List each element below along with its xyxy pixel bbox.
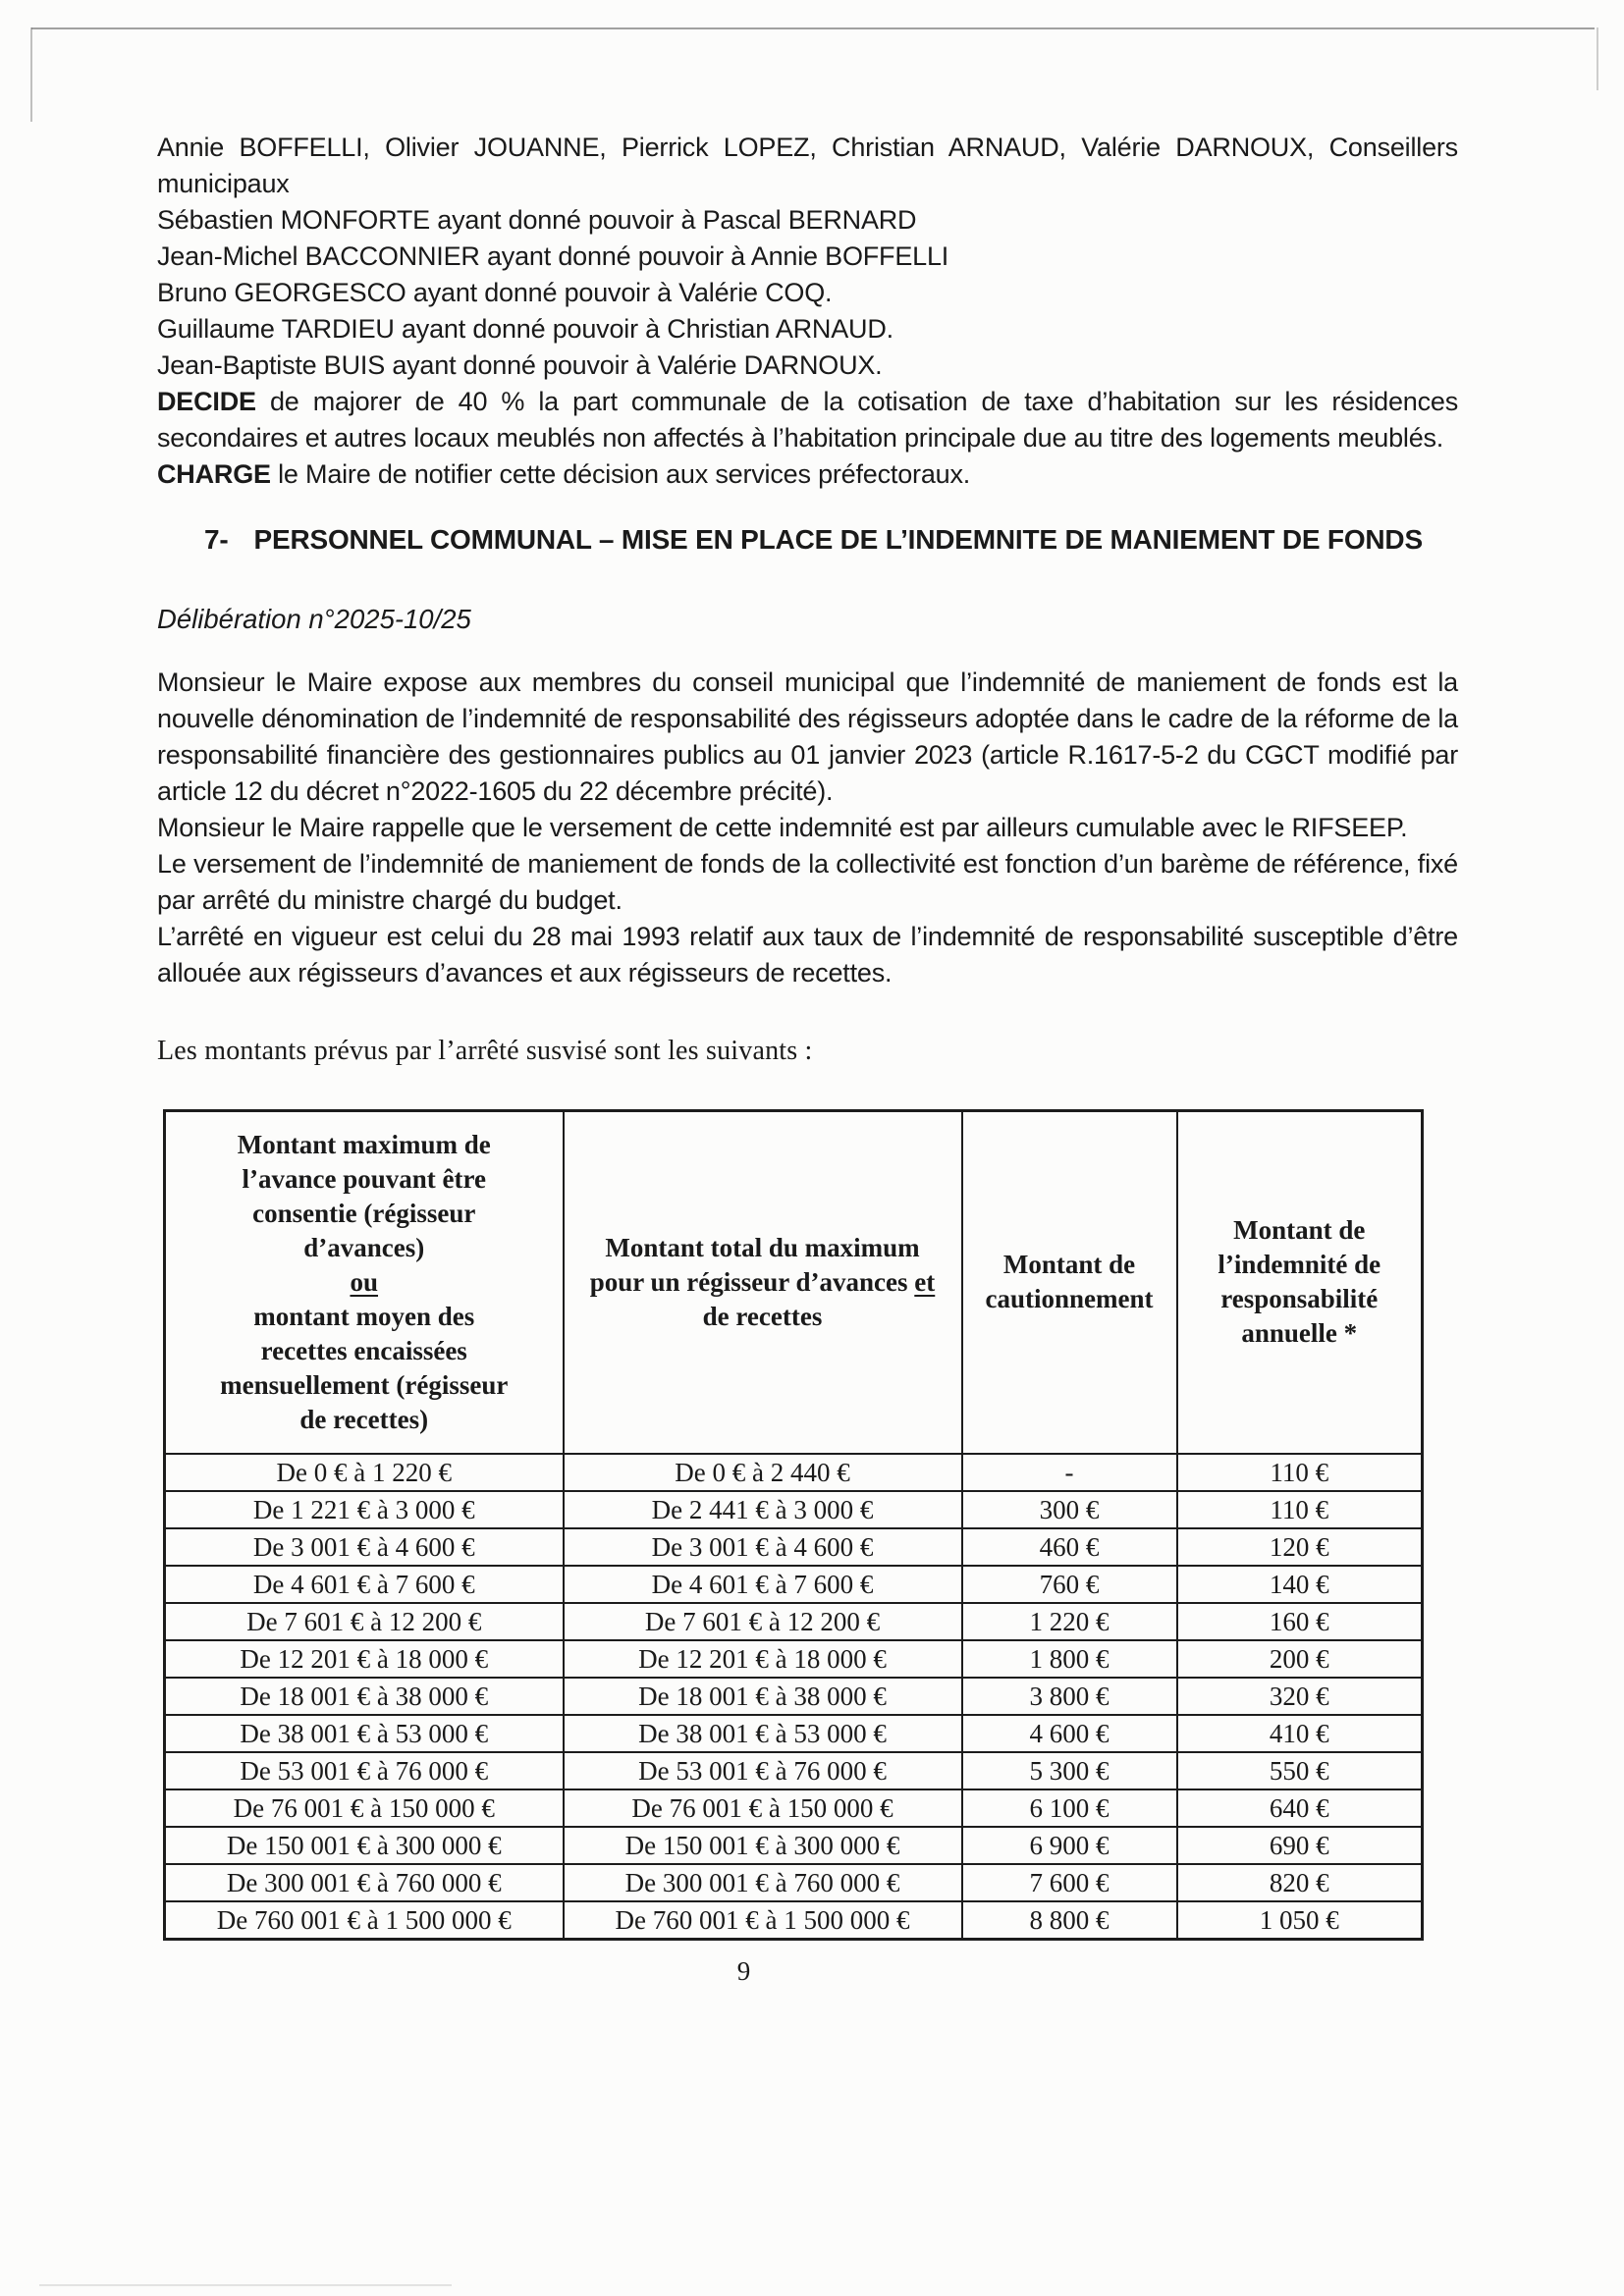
cell-indemnite: 110 €	[1177, 1454, 1423, 1491]
scan-edge-right	[1597, 27, 1598, 90]
cell-cautionnement: 6 100 €	[962, 1789, 1177, 1827]
deliberation-reference: Délibération n°2025-10/25	[157, 604, 471, 634]
header-col1-connector: ou	[350, 1266, 379, 1297]
cell-cautionnement: 1 800 €	[962, 1640, 1177, 1678]
cell-cautionnement: 8 800 €	[962, 1901, 1177, 1940]
table-row	[165, 1752, 1423, 1789]
cell-indemnite: 140 €	[1177, 1566, 1423, 1603]
cell-avance: De 3 001 € à 4 600 €	[165, 1528, 564, 1566]
cell-total: De 12 201 € à 18 000 €	[564, 1640, 962, 1678]
cell-indemnite: 320 €	[1177, 1678, 1423, 1715]
cell-indemnite: 200 €	[1177, 1640, 1423, 1678]
cell-cautionnement: 7 600 €	[962, 1864, 1177, 1901]
bareme-table	[163, 1109, 1424, 1941]
attendance-councillors: Annie BOFFELLI, Olivier JOUANNE, Pierrick LOPEZ, Christian ARNAUD, Valérie DARNOUX, Conseillers municipaux	[157, 133, 1458, 198]
proxy-line: Bruno GEORGESCO ayant donné pouvoir à Valérie COQ.	[157, 278, 833, 307]
table-row	[165, 1566, 1423, 1603]
cell-avance: De 53 001 € à 76 000 €	[165, 1752, 564, 1789]
header-col-cautionnement: Montant de cautionnement	[962, 1110, 1177, 1454]
table-row	[165, 1789, 1423, 1827]
cell-avance: De 12 201 € à 18 000 €	[165, 1640, 564, 1678]
proxy-line: Jean-Baptiste BUIS ayant donné pouvoir à Valérie DARNOUX.	[157, 350, 883, 380]
decision-decide	[157, 384, 1458, 456]
table-row	[165, 1827, 1423, 1864]
cell-total: De 3 001 € à 4 600 €	[564, 1528, 962, 1566]
page-content	[157, 0, 1458, 1988]
cell-avance: De 38 001 € à 53 000 €	[165, 1715, 564, 1752]
header-col-total	[564, 1110, 962, 1454]
table-row	[165, 1454, 1423, 1491]
charge-text: le Maire de notifier cette décision aux services préfectoraux.	[270, 459, 971, 489]
header-col1-top: Montant maximum de l’avance pouvant être consentie (régisseur d’avances)	[237, 1129, 491, 1262]
cell-cautionnement: 4 600 €	[962, 1715, 1177, 1752]
header-col-avance	[165, 1110, 564, 1454]
section-number: 7-	[204, 524, 229, 555]
table-row	[165, 1678, 1423, 1715]
cell-total: De 760 001 € à 1 500 000 €	[564, 1901, 962, 1940]
cell-avance: De 76 001 € à 150 000 €	[165, 1789, 564, 1827]
cell-indemnite: 410 €	[1177, 1715, 1423, 1752]
cell-avance: De 300 001 € à 760 000 €	[165, 1864, 564, 1901]
proxy-line: Jean-Michel BACCONNIER ayant donné pouvoir à Annie BOFFELLI	[157, 241, 949, 271]
cell-indemnite: 640 €	[1177, 1789, 1423, 1827]
header-row	[165, 1110, 1423, 1454]
section-title: PERSONNEL COMMUNAL – MISE EN PLACE DE L’INDEMNITE DE MANIEMENT DE FONDS	[253, 524, 1423, 555]
cell-avance: De 760 001 € à 1 500 000 €	[165, 1901, 564, 1940]
proxy-list	[157, 202, 1458, 384]
paragraph-versement: Le versement de l’indemnité de maniement de fonds de la collectivité est fonction d’un barème de référence, fixé par arrêté du ministre chargé du budget.	[157, 848, 1458, 915]
cell-avance: De 18 001 € à 38 000 €	[165, 1678, 564, 1715]
table-row	[165, 1864, 1423, 1901]
table-row	[165, 1640, 1423, 1678]
header-col2: Montant total du maximum pour un régisseur d’avances et de recettes	[589, 1232, 936, 1331]
table-row	[165, 1715, 1423, 1752]
cell-cautionnement: 3 800 €	[962, 1678, 1177, 1715]
cell-total: De 53 001 € à 76 000 €	[564, 1752, 962, 1789]
table-row	[165, 1491, 1423, 1528]
cell-total: De 7 601 € à 12 200 €	[564, 1603, 962, 1640]
cell-avance: De 0 € à 1 220 €	[165, 1454, 564, 1491]
paragraph-arrete: L’arrêté en vigueur est celui du 28 mai 1993 relatif aux taux de l’indemnité de responsabilité susceptible d’être allouée aux régisseurs d’avances et aux régisseurs de recettes.	[157, 921, 1458, 988]
cell-indemnite: 120 €	[1177, 1528, 1423, 1566]
cell-cautionnement: -	[962, 1454, 1177, 1491]
table-row	[165, 1901, 1423, 1940]
cell-total: De 0 € à 2 440 €	[564, 1454, 962, 1491]
cell-cautionnement: 1 220 €	[962, 1603, 1177, 1640]
cell-indemnite: 690 €	[1177, 1827, 1423, 1864]
cell-avance: De 1 221 € à 3 000 €	[165, 1491, 564, 1528]
proxy-line: Sébastien MONFORTE ayant donné pouvoir à Pascal BERNARD	[157, 205, 917, 235]
decide-text: de majorer de 40 % la part communale de la cotisation de taxe d’habitation sur les résidences secondaires et autres locaux meublés non affectés à l’habitation principale due au titre des logements meublés.	[157, 387, 1458, 453]
cell-cautionnement: 760 €	[962, 1566, 1177, 1603]
cell-indemnite: 110 €	[1177, 1491, 1423, 1528]
decide-keyword: DECIDE	[157, 387, 256, 416]
cell-cautionnement: 6 900 €	[962, 1827, 1177, 1864]
cell-total: De 4 601 € à 7 600 €	[564, 1566, 962, 1603]
cell-total: De 76 001 € à 150 000 €	[564, 1789, 962, 1827]
cell-indemnite: 550 €	[1177, 1752, 1423, 1789]
paragraph-rappelle: Monsieur le Maire rappelle que le versement de cette indemnité est par ailleurs cumulable avec le RIFSEEP.	[157, 812, 1408, 842]
cell-total: De 18 001 € à 38 000 €	[564, 1678, 962, 1715]
cell-indemnite: 820 €	[1177, 1864, 1423, 1901]
page-number: 9	[736, 1955, 751, 1986]
cell-avance: De 150 001 € à 300 000 €	[165, 1827, 564, 1864]
cell-avance: De 4 601 € à 7 600 €	[165, 1566, 564, 1603]
table-intro: Les montants prévus par l’arrêté susvisé sont les suivants :	[157, 1035, 813, 1066]
cell-indemnite: 160 €	[1177, 1603, 1423, 1640]
charge-keyword: CHARGE	[157, 459, 271, 489]
cell-total: De 300 001 € à 760 000 €	[564, 1864, 962, 1901]
section-heading	[204, 521, 1458, 558]
decision-charge	[157, 456, 1458, 493]
table-row	[165, 1528, 1423, 1566]
scan-edge-bottom	[39, 2284, 452, 2286]
proxy-line: Guillaume TARDIEU ayant donné pouvoir à Christian ARNAUD.	[157, 314, 893, 344]
cell-cautionnement: 460 €	[962, 1528, 1177, 1566]
cell-total: De 150 001 € à 300 000 €	[564, 1827, 962, 1864]
table-row	[165, 1603, 1423, 1640]
scan-edge-left	[30, 27, 32, 122]
header-col-indemnite: Montant de l’indemnité de responsabilité annuelle *	[1177, 1110, 1423, 1454]
cell-total: De 2 441 € à 3 000 €	[564, 1491, 962, 1528]
bareme-table-body	[165, 1454, 1423, 1940]
header-col1-bottom: montant moyen des recettes encaissées mensuellement (régisseur de recettes)	[220, 1301, 509, 1434]
cell-indemnite: 1 050 €	[1177, 1901, 1423, 1940]
cell-avance: De 7 601 € à 12 200 €	[165, 1603, 564, 1640]
cell-cautionnement: 300 €	[962, 1491, 1177, 1528]
paragraph-expose: Monsieur le Maire expose aux membres du conseil municipal que l’indemnité de maniement de fonds est la nouvelle dénomination de l’indemnité de responsabilité des régisseurs adoptée dans le cadre de la réforme de la responsabilité financière des gestionnaires publics au 01 janvier 2023 (article R.1617-5-2 du CGCT modifié par article 12 du décret n°2022-1605 du 22 décembre précité).	[157, 667, 1458, 806]
bareme-table-head	[165, 1110, 1423, 1454]
cell-total: De 38 001 € à 53 000 €	[564, 1715, 962, 1752]
cell-cautionnement: 5 300 €	[962, 1752, 1177, 1789]
